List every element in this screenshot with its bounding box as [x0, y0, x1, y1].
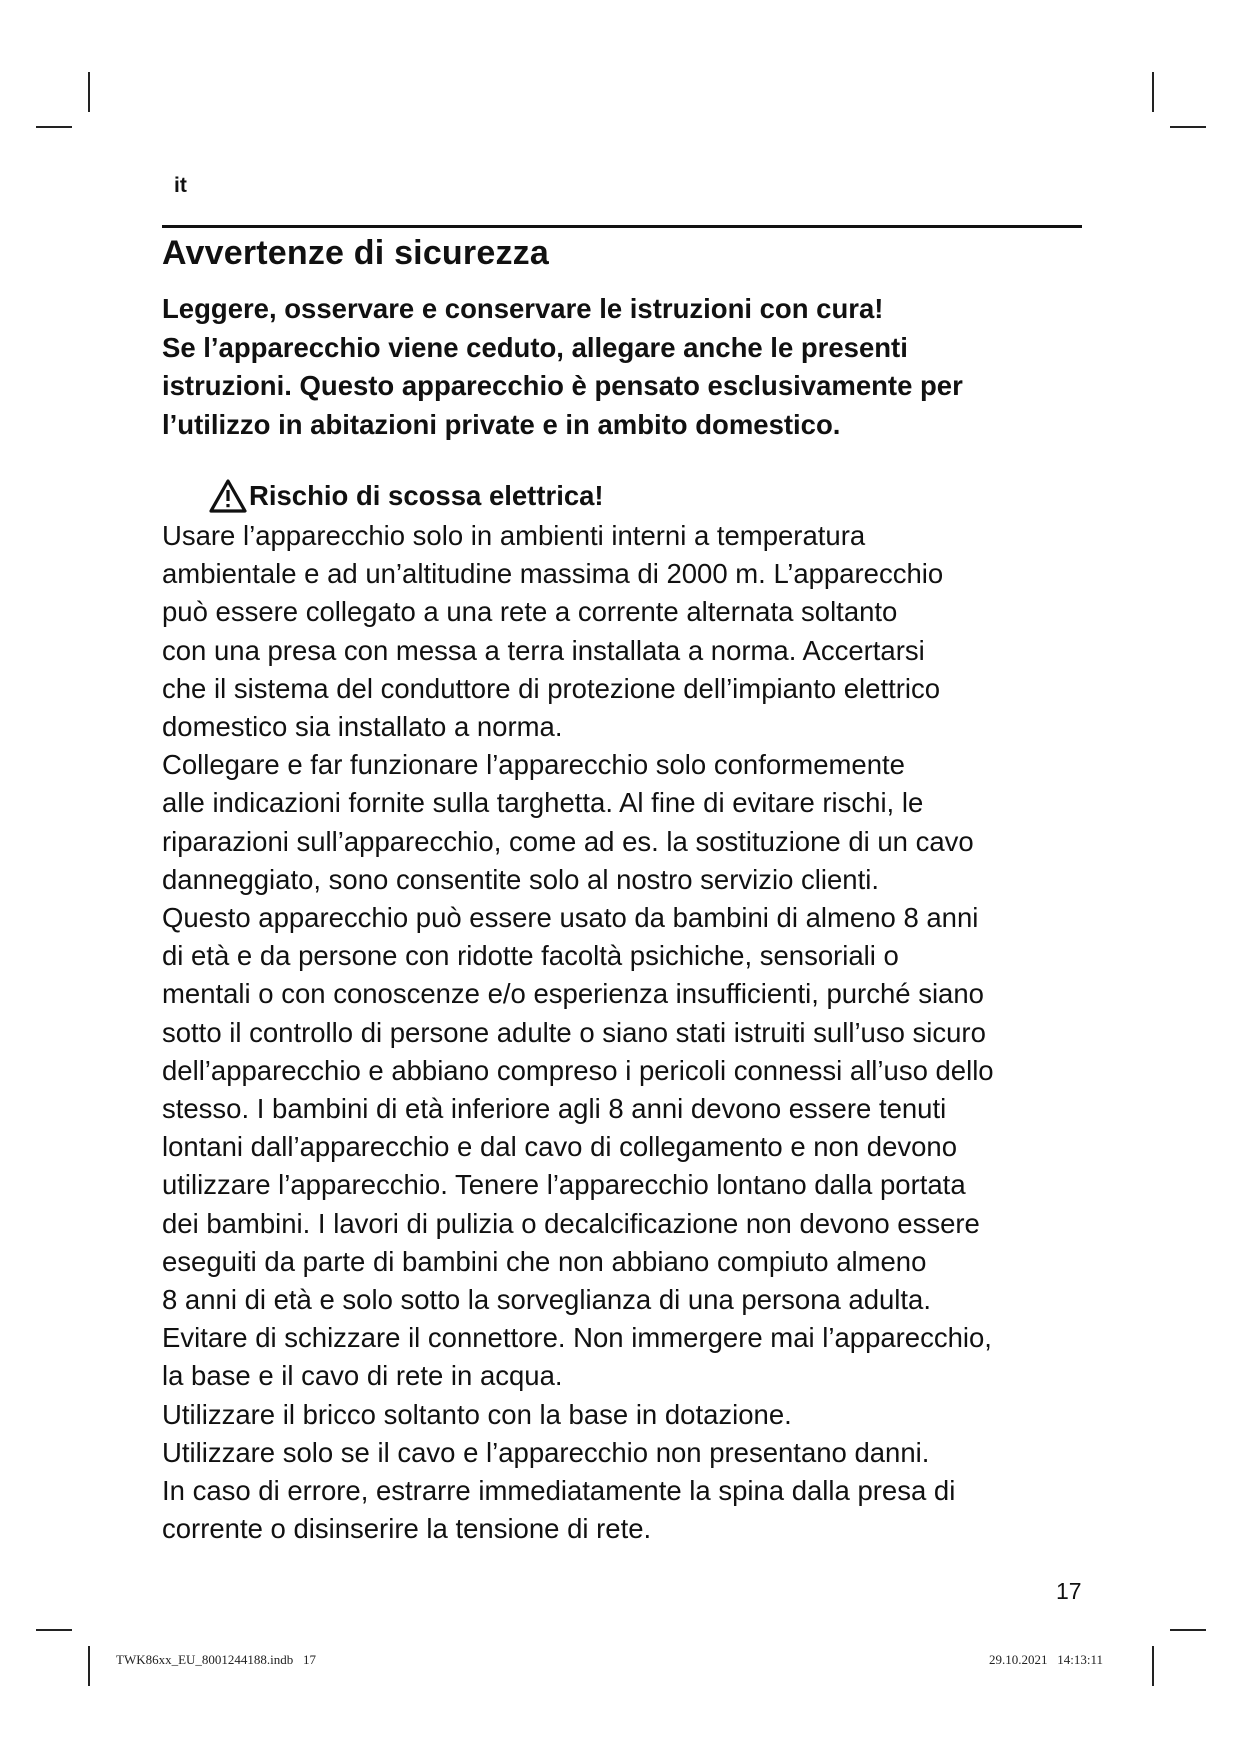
body-line: di età e da persone con ridotte facoltà psichiche, sensoriali o [162, 940, 899, 972]
file-slug: TWK86xx_EU_8001244188.indb 17 [116, 1652, 317, 1667]
body-line: Collegare e far funzionare l’apparecchio solo conformemente [162, 749, 905, 781]
body-line: In caso di errore, estrarre immediatamente la spina dalla presa di [162, 1475, 956, 1507]
body-line: dei bambini. I lavori di pulizia o decalcificazione non devono essere [162, 1207, 980, 1239]
body-line: alle indicazioni fornite sulla targhetta. Al fine di evitare rischi, le [162, 787, 924, 819]
body-line: Questo apparecchio può essere usato da bambini di almeno 8 anni [162, 902, 979, 934]
crop-mark-bottom-left-horizontal [36, 1629, 72, 1631]
warning-heading-text: Rischio di scossa elettrica! [249, 480, 604, 511]
body-line: Evitare di schizzare il connettore. Non immergere mai l’apparecchio, [162, 1322, 992, 1354]
intro-line: Se l’apparecchio viene ceduto, allegare anche le presenti [162, 331, 908, 363]
body-line: la base e il cavo di rete in acqua. [162, 1360, 563, 1392]
intro-paragraph [162, 290, 1092, 444]
section-rule [162, 225, 1082, 228]
body-line: stesso. I bambini di età inferiore agli 8 anni devono essere tenuti [162, 1093, 947, 1125]
language-tag: it [174, 174, 187, 197]
crop-mark-bottom-left-vertical [88, 1646, 90, 1686]
body-line: domestico sia installato a norma. [162, 711, 563, 743]
body-line: 8 anni di età e solo sotto la sorveglianza di una persona adulta. [162, 1284, 931, 1316]
intro-line: l’utilizzo in abitazioni private e in ambito domestico. [162, 408, 841, 440]
body-line: eseguiti da parte di bambini che non abbiano compiuto almeno [162, 1245, 927, 1277]
body-line: può essere collegato a una rete a corrente alternata soltanto [162, 596, 898, 628]
crop-mark-bottom-right-vertical [1152, 1646, 1154, 1686]
intro-line: Leggere, osservare e conservare le istruzioni con cura! [162, 293, 884, 324]
body-line: che il sistema del conduttore di protezione dell’impianto elettrico [162, 672, 941, 704]
body-line: corrente o disinserire la tensione di rete. [162, 1513, 652, 1545]
crop-mark-top-right-vertical [1152, 72, 1154, 112]
crop-mark-top-left-vertical [88, 72, 90, 112]
body-line: riparazioni sull’apparecchio, come ad es. la sostituzione di un cavo [162, 825, 974, 857]
intro-line: istruzioni. Questo apparecchio è pensato esclusivamente per [162, 370, 963, 401]
section-title: Avvertenze di sicurezza [162, 234, 549, 272]
body-line: sotto il controllo di persone adulte o siano stati istruiti sull’uso sicuro [162, 1016, 986, 1048]
body-line: dell’apparecchio e abbiano compreso i pericoli connessi all’uso dello [162, 1054, 994, 1086]
crop-mark-top-right-horizontal [1170, 126, 1206, 128]
crop-mark-bottom-right-horizontal [1170, 1629, 1206, 1631]
page-number: 17 [1056, 1578, 1082, 1604]
body-line: danneggiato, sono consentite solo al nostro servizio clienti. [162, 863, 879, 895]
body-line: Utilizzare il bricco soltanto con la base in dotazione. [162, 1398, 792, 1430]
body-line: con una presa con messa a terra installata a norma. Accertarsi [162, 634, 925, 666]
warning-triangle-icon [208, 478, 248, 514]
body-line: mentali o con conoscenze e/o esperienza insufficienti, purché siano [162, 978, 984, 1010]
body-line: utilizzare l’apparecchio. Tenere l’apparecchio lontano dalla portata [162, 1169, 966, 1201]
body-line: lontani dall’apparecchio e dal cavo di collegamento e non devono [162, 1131, 958, 1163]
body-line: Utilizzare solo se il cavo e l’apparecchio non presentano danni. [162, 1436, 930, 1468]
body-line: ambientale e ad un’altitudine massima di 2000 m. L’apparecchio [162, 558, 944, 590]
date-slug: 29.10.2021 14:13:11 [989, 1652, 1103, 1667]
safety-body-text [162, 517, 1092, 1548]
crop-mark-top-left-horizontal [36, 126, 72, 128]
warning-heading [208, 478, 604, 514]
body-line: Usare l’apparecchio solo in ambienti interni a temperatura [162, 520, 866, 551]
